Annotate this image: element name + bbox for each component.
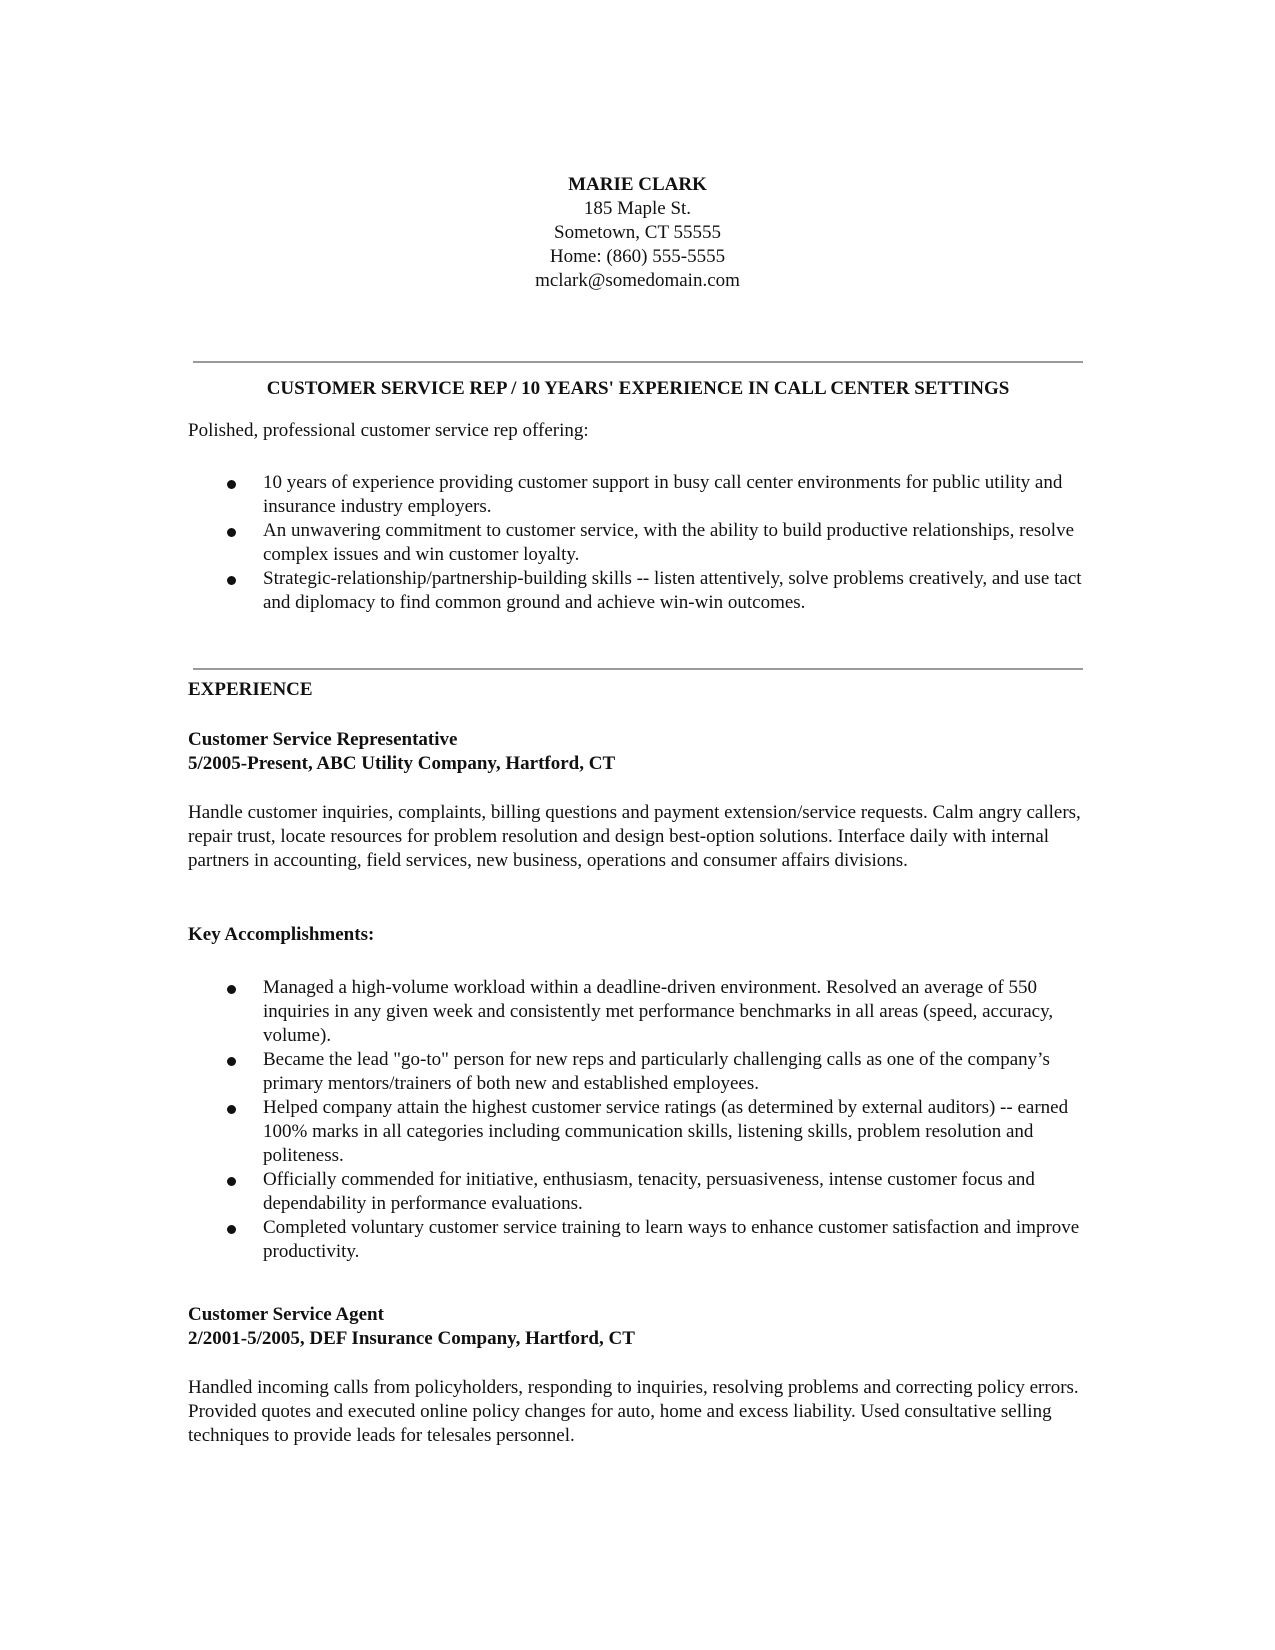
accomplishment-item xyxy=(188,1168,1093,1216)
summary-bullet-text: 10 years of experience providing customer support in busy call center environments for public utility and insurance industry employers. xyxy=(263,472,1063,517)
address-line-2: Sometown, CT 55555 xyxy=(554,222,721,243)
accomplishment-text: Completed voluntary customer service training to learn ways to enhance customer satisfaction and improve productivity. xyxy=(263,1217,1080,1262)
job-2-description: Handled incoming calls from policyholders, responding to inquiries, resolving problems and correcting policy errors. Provided quotes and executed online policy changes for auto, home and excess liability. Used consultative selling techniques to provide leads for telesales personnel. xyxy=(188,1377,1079,1446)
summary-bullet-text: An unwavering commitment to customer service, with the ability to build productive relationships, resolve complex issues and win customer loyalty. xyxy=(263,520,1075,565)
experience-heading: EXPERIENCE xyxy=(188,679,313,700)
email-address: mclark@somedomain.com xyxy=(535,270,740,291)
bullet-icon xyxy=(227,1177,236,1186)
phone-number: Home: (860) 555-5555 xyxy=(549,246,726,267)
summary-bullet-text: Strategic-relationship/partnership-building skills -- listen attentively, solve problems creatively, and use tact and diplomacy to find common ground and achieve win-win outcomes. xyxy=(263,568,1082,613)
bullet-icon xyxy=(227,480,236,489)
accomplishment-item xyxy=(188,1216,1093,1264)
resume-headline: CUSTOMER SERVICE REP / 10 YEARS' EXPERIENCE IN CALL CENTER SETTINGS xyxy=(266,378,1010,399)
bullet-icon xyxy=(227,1057,236,1066)
divider-experience xyxy=(193,668,1083,670)
summary-bullet xyxy=(188,519,1093,567)
summary-bullet xyxy=(188,567,1093,615)
accomplishment-text: Became the lead "go-to" person for new reps and particularly challenging calls as one of the company’s primary mentors/trainers of both new and established employees. xyxy=(263,1049,1050,1094)
candidate-name: MARIE CLARK xyxy=(568,174,707,195)
summary-intro: Polished, professional customer service rep offering: xyxy=(188,420,589,441)
bullet-icon xyxy=(227,985,236,994)
job-2-dates-company: 2/2001-5/2005, DEF Insurance Company, Hartford, CT xyxy=(188,1328,635,1349)
contact-block xyxy=(0,173,1275,293)
accomplishments-heading: Key Accomplishments: xyxy=(188,924,375,945)
bullet-icon xyxy=(227,1105,236,1114)
summary-bullet xyxy=(188,471,1093,519)
accomplishments-list xyxy=(188,976,1093,1264)
accomplishment-item xyxy=(188,1048,1093,1096)
accomplishment-item xyxy=(188,1096,1093,1168)
job-2-title: Customer Service Agent xyxy=(188,1304,384,1325)
accomplishment-text: Managed a high-volume workload within a deadline-driven environment. Resolved an average of 550 inquiries in any given week and consistently met performance benchmarks in all areas (speed, accuracy, volume). xyxy=(263,977,1054,1046)
accomplishment-text: Helped company attain the highest customer service ratings (as determined by external auditors) -- earned 100% marks in all categories including communication skills, listening skills, problem resolution and politeness. xyxy=(263,1097,1069,1166)
address-line-1: 185 Maple St. xyxy=(583,198,692,219)
accomplishment-text: Officially commended for initiative, enthusiasm, tenacity, persuasiveness, intense customer focus and dependability in performance evaluations. xyxy=(263,1169,1035,1214)
job-1-description: Handle customer inquiries, complaints, billing questions and payment extension/service requests. Calm angry callers, repair trust, locate resources for problem resolution and design best-option solutions. Interface daily with internal partners in accounting, field services, new business, operations and consumer affairs divisions. xyxy=(188,802,1081,871)
job-1-title: Customer Service Representative xyxy=(188,729,458,750)
accomplishment-item xyxy=(188,976,1093,1048)
bullet-icon xyxy=(227,1225,236,1234)
divider-top xyxy=(193,361,1083,363)
job-1-dates-company: 5/2005-Present, ABC Utility Company, Hartford, CT xyxy=(188,753,616,774)
bullet-icon xyxy=(227,528,236,537)
bullet-icon xyxy=(227,576,236,585)
summary-bullet-list xyxy=(188,471,1093,615)
